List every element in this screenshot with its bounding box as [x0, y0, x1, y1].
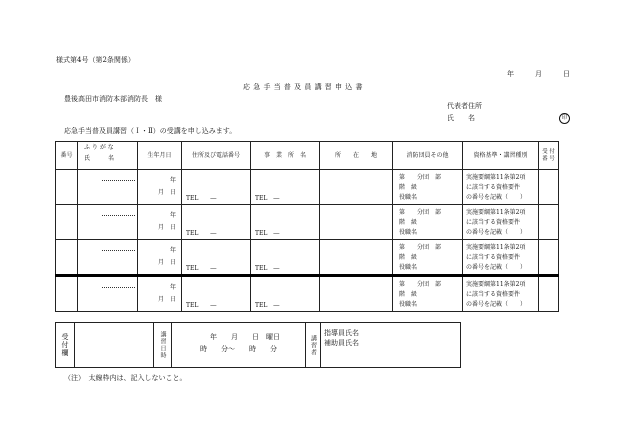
cell-fire-corps[interactable]: 第 分団 部 階 級 役職名	[393, 240, 463, 276]
cell-office-name[interactable]: TEL ―	[251, 276, 320, 312]
table-row	[56, 240, 559, 276]
representative-name-label: 氏 名	[447, 114, 475, 122]
cell-address-phone[interactable]: TEL ―	[182, 205, 251, 240]
cell-location[interactable]	[320, 276, 393, 312]
furigana-divider	[102, 287, 135, 288]
cell-receipt-number	[539, 240, 559, 276]
date-day: 日	[563, 70, 570, 78]
header-fire-corps: 消防団員その他	[393, 142, 463, 170]
seal-mark: 印	[559, 113, 570, 124]
cell-address-phone[interactable]: TEL ―	[182, 276, 251, 312]
cell-qualification[interactable]: 実施要綱第11条第2項 に該当する資格要件 の番号を記載（ ）	[463, 240, 539, 276]
cell-fire-corps[interactable]: 第 分団 部 階 級 役職名	[393, 276, 463, 312]
cell-receipt-number	[539, 170, 559, 205]
instructor-cell	[321, 323, 461, 368]
reception-label: 受付欄	[56, 323, 75, 368]
blank-area	[461, 323, 561, 368]
cell-location[interactable]	[320, 205, 393, 240]
header-address-phone: 住所及び電話番号	[182, 142, 251, 170]
cell-receipt-number	[539, 205, 559, 240]
date-month: 月	[535, 70, 542, 78]
application-table	[55, 141, 559, 312]
cell-birth[interactable]: 年 月 日	[138, 240, 182, 276]
header-name	[78, 142, 138, 170]
furigana-divider	[102, 250, 135, 251]
form-title: 応 急 手 当 普 及 員 講 習 申 込 書	[243, 83, 363, 91]
instructor-name-label: 指導員氏名	[324, 329, 359, 337]
assistant-name-label: 補助員氏名	[324, 339, 359, 347]
course-date-line: 年 月 日 曜日	[210, 333, 280, 341]
cell-office-name[interactable]: TEL ―	[251, 240, 320, 276]
table-row	[56, 170, 559, 205]
cell-name[interactable]	[78, 170, 138, 205]
header-furigana: ふ り が な	[84, 144, 114, 151]
cell-number	[56, 170, 78, 205]
cell-number	[56, 240, 78, 276]
reception-stamp-area	[75, 323, 154, 368]
cell-name[interactable]	[78, 276, 138, 312]
cell-qualification[interactable]: 実施要綱第11条第2項 に該当する資格要件 の番号を記載（ ）	[463, 205, 539, 240]
cell-birth[interactable]: 年 月 日	[138, 170, 182, 205]
cell-qualification[interactable]: 実施要綱第11条第2項 に該当する資格要件 の番号を記載（ ）	[463, 170, 539, 205]
addressee: 豊後高田市消防本部消防長 様	[64, 95, 162, 103]
form-number: 様式第4号（第2条関係）	[56, 56, 135, 64]
cell-name[interactable]	[78, 240, 138, 276]
cell-name[interactable]	[78, 205, 138, 240]
cell-birth[interactable]: 年 月 日	[138, 276, 182, 312]
table-row	[56, 205, 559, 240]
header-office-name: 事 業 所 名	[251, 142, 320, 170]
footnote: （注） 太線枠内は、記入しないこと。	[64, 374, 187, 382]
cell-receipt-number	[539, 276, 559, 312]
header-fullname: 氏 名	[84, 155, 115, 162]
representative-address-label: 代表者住所	[447, 102, 482, 110]
cell-birth[interactable]: 年 月 日	[138, 205, 182, 240]
cell-fire-corps[interactable]: 第 分団 部 階 級 役職名	[393, 170, 463, 205]
cell-address-phone[interactable]: TEL ―	[182, 240, 251, 276]
cell-address-phone[interactable]: TEL ―	[182, 170, 251, 205]
cell-qualification[interactable]: 実施要綱第11条第2項 に該当する資格要件 の番号を記載（ ）	[463, 276, 539, 312]
instructor-label: 講習者	[306, 323, 321, 368]
header-receipt-number: 受 付 番 号	[539, 142, 559, 170]
header-location: 所 在 地	[320, 142, 393, 170]
cell-fire-corps[interactable]: 第 分団 部 階 級 役職名	[393, 205, 463, 240]
furigana-divider	[102, 215, 135, 216]
furigana-divider	[102, 180, 135, 181]
header-birth: 生年月日	[138, 142, 182, 170]
course-datetime-cell	[172, 323, 306, 368]
cell-location[interactable]	[320, 240, 393, 276]
header-number: 番号	[56, 142, 78, 170]
date-year: 年	[507, 70, 514, 78]
cell-number	[56, 205, 78, 240]
cell-office-name[interactable]: TEL ―	[251, 170, 320, 205]
cell-office-name[interactable]: TEL ―	[251, 205, 320, 240]
table-row	[56, 276, 559, 312]
course-datetime-label: 講習日時	[154, 323, 172, 368]
header-qualification: 資格基準・講習種別	[463, 142, 539, 170]
table-header-row	[56, 142, 559, 170]
cell-number	[56, 276, 78, 312]
reception-table	[55, 322, 561, 368]
intro-text: 応急手当普及員講習（Ｉ・Ⅱ）の受講を申し込みます。	[64, 127, 237, 135]
course-time-line: 時 分～ 時 分	[200, 345, 277, 353]
cell-location[interactable]	[320, 170, 393, 205]
